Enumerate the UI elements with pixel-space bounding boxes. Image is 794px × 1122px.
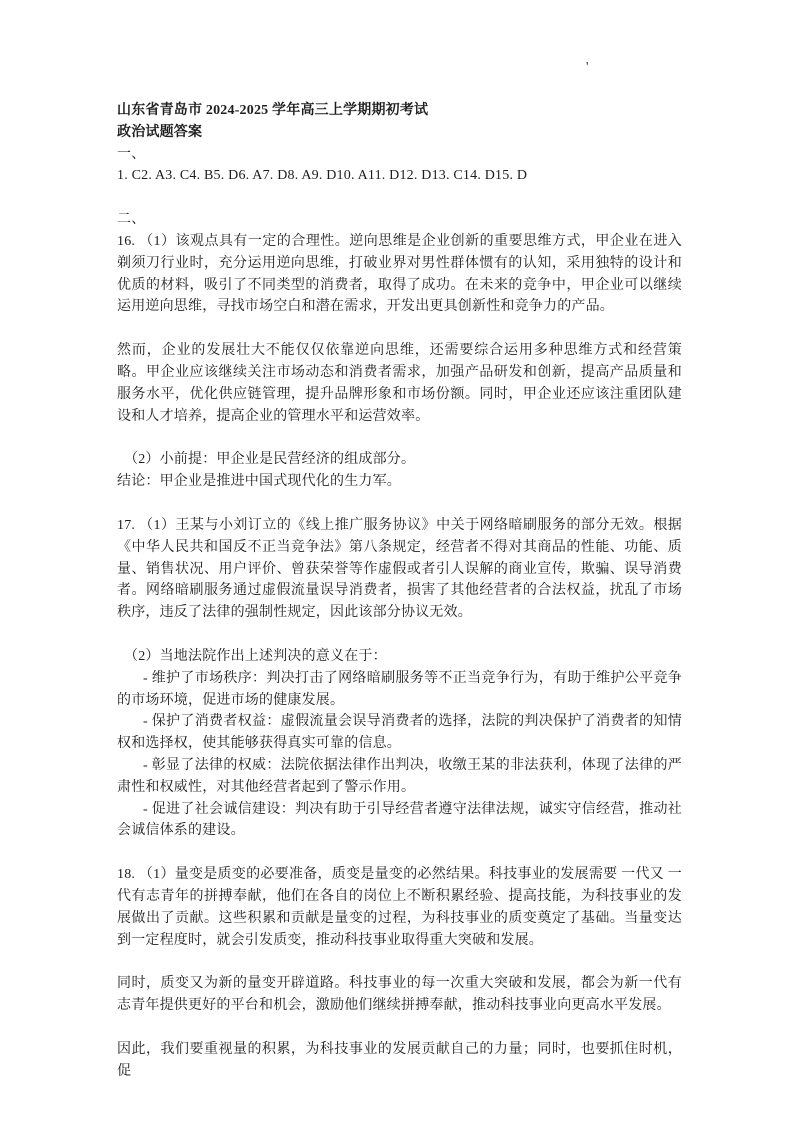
q17-part2-point-market-order: - 维护了市场秩序：判决打击了网络暗刷服务等不正当竞争行为，有助于维护公平竞争的市场环境，促进市场的健康发展。 <box>117 670 682 708</box>
document-title-line2: 政治试题答案 <box>117 124 203 140</box>
section-two-heading: 二、 <box>117 212 146 228</box>
multiple-choice-answers: 1. C2. A3. C4. B5. D6. A7. D8. A9. D10. A11. D12. D13. C14. D15. D <box>117 168 528 184</box>
scan-artifact-mark: ' <box>586 60 589 75</box>
q17-part2-point-social-integrity: - 促进了社会诚信建设：判决有助于引导经营者遵守法律法规，诚实守信经营，推动社会诚信体系的建设。 <box>117 801 682 839</box>
q17-part2-intro: （2）当地法院作出上述判决的意义在于： <box>124 648 387 664</box>
q17-part1-paragraph: 17. （1）王某与小刘订立的《线上推广服务协议》中关于网络暗刷服务的部分无效。根据《中华人民共和国反不正当竞争法》第八条规定，经营者不得对其商品的性能、功能、质量、销售状况、用户评价、曾获荣誉等作虚假或者引人误解的商业宣传，欺骗、误导消费者。网络暗刷服务通过虚假流量误导消费者，损害了其他经营者的合法权益，扰乱了市场秩序，违反了法律的强制性规定，因此该部分协议无效。 <box>117 517 682 621</box>
q17-part2-point-consumer-rights: - 保护了消费者权益：虚假流量会误导消费者的选择，法院的判决保护了消费者的知情权和选择权，使其能够获得真实可靠的信息。 <box>117 714 682 752</box>
q16-part2-conclusion: 结论：甲企业是推进中国式现代化的生力军。 <box>117 474 401 490</box>
q18-paragraph3-truncated: 因此，我们要重视量的积累，为科技事业的发展贡献自己的力量；同时，也要抓住时机，促 <box>117 1041 682 1079</box>
section-one-heading: 一、 <box>117 146 146 162</box>
q18-paragraph2: 同时，质变又为新的量变开辟道路。科技事业的每一次重大突破和发展，都会为新一代有志青年提供更好的平台和机会，激励他们继续拼搏奉献，推动科技事业向更高水平发展。 <box>117 976 682 1014</box>
q18-paragraph1: 18. （1）量变是质变的必要准备，质变是量变的必然结果。科技事业的发展需要 一代又 一代有志青年的拼搏奉献，他们在各自的岗位上不断积累经验、提高技能，为科技事业的发展做出了贡献。这些积累和贡献是量变的过程，为科技事业的质变奠定了基础。当量变达到一定程度时，就会引发质变，推动科技事业取得重大突破和发展。 <box>117 867 682 948</box>
q16-part2-minor-premise: （2）小前提：甲企业是民营经济的组成部分。 <box>124 452 416 468</box>
document-content <box>117 100 682 1082</box>
document-title-line1: 山东省青岛市 2024-2025 学年高三上学期期初考试 <box>117 103 429 118</box>
q17-part2-point-legal-authority: - 彰显了法律的权威：法院依据法律作出判决，收缴王某的非法获利，体现了法律的严肃性和权威性，对其他经营者起到了警示作用。 <box>117 757 682 795</box>
q16-part1-paragraph2: 然而，企业的发展壮大不能仅仅依靠逆向思维，还需要综合运用多种思维方式和经营策略。甲企业应该继续关注市场动态和消费者需求，加强产品研发和创新，提高产品质量和服务水平，优化供应链管理，提升品牌形象和市场份额。同时，甲企业还应该注重团队建设和人才培养，提高企业的管理水平和运营效率。 <box>117 343 682 424</box>
q16-part1-paragraph1: 16. （1）该观点具有一定的合理性。逆向思维是企业创新的重要思维方式，甲企业在进入剃须刀行业时，充分运用逆向思维，打破业界对男性群体惯有的认知，采用独特的设计和优质的材料，吸引了不同类型的消费者，取得了成功。在未来的竞争中，甲企业可以继续运用逆向思维，寻找市场空白和潜在需求，开发出更具创新性和竞争力的产品。 <box>117 233 682 315</box>
